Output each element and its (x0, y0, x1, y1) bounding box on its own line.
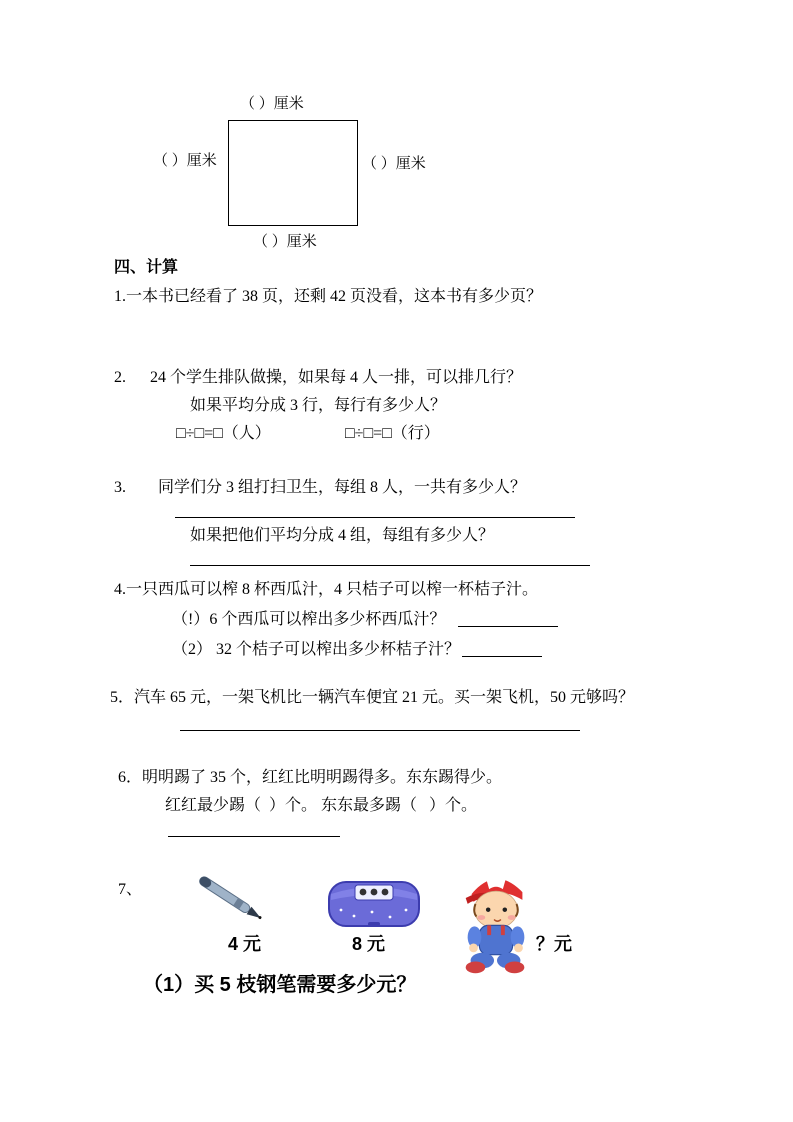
pencil-case-price-label: 8 元 (352, 934, 386, 954)
question-4-line1: 4.一只西瓜可以榨 8 杯西瓜汁，4 只桔子可以榨一杯桔子汁。 (114, 581, 539, 598)
question-2-line2: 如果平均分成 3 行，每行有多少人？ (190, 397, 447, 414)
answer-blank-line (180, 730, 580, 731)
figure-right-label: （ ）厘米 (362, 156, 426, 172)
figure-bottom-label: （ ）厘米 (253, 234, 317, 250)
answer-blank-line (175, 517, 575, 518)
pen-image (192, 870, 272, 935)
question-2-formula-rows: □÷□=□（行） (345, 425, 440, 442)
question-5-text: 5．汽车 65 元，一架飞机比一辆汽车便宜 21 元。买一架飞机，50 元够吗？ (110, 689, 635, 706)
doll-price-label: ？元 (536, 934, 572, 954)
question-7-label: 7、 (118, 881, 143, 898)
pencil-case-image (326, 872, 422, 937)
answer-blank-line (462, 656, 542, 657)
rectangle-shape (228, 120, 358, 226)
figure-top-label: （ ）厘米 (240, 96, 304, 112)
question-2-formula-people: □÷□=□（人） (176, 425, 271, 442)
answer-blank-line (458, 626, 558, 627)
doll-image (452, 862, 540, 981)
answer-blank-line (168, 836, 340, 837)
question-3-line1: 3. 同学们分 3 组打扫卫生，每组 8 人，一共有多少人？ (114, 479, 527, 496)
question-3-line2: 如果把他们平均分成 4 组，每组有多少人？ (190, 527, 495, 544)
question-6-line1: 6．明明踢了 35 个，红红比明明踢得多。东东踢得少。 (118, 769, 503, 786)
question-7-sub1: （1）买 5 枝钢笔需要多少元？ (143, 974, 417, 996)
question-1-text: 1.一本书已经看了 38 页，还剩 42 页没看，这本书有多少页？ (114, 288, 543, 305)
answer-blank-line (190, 565, 590, 566)
question-4-sub1: （!）6 个西瓜可以榨出多少杯西瓜汁？ (172, 611, 446, 628)
pen-price-label: 4 元 (228, 934, 262, 954)
figure-left-label: （ ）厘米 (153, 153, 217, 169)
question-2-line1: 2. 24 个学生排队做操，如果每 4 人一排，可以排几行？ (114, 369, 523, 386)
section-title: 四、计算 (114, 259, 179, 276)
question-6-line2: 红红最少踢（ ）个。 东东最多踢（ ）个。 (165, 797, 478, 814)
question-4-sub2: （2） 32 个桔子可以榨出多少杯桔子汁？ (172, 641, 461, 658)
